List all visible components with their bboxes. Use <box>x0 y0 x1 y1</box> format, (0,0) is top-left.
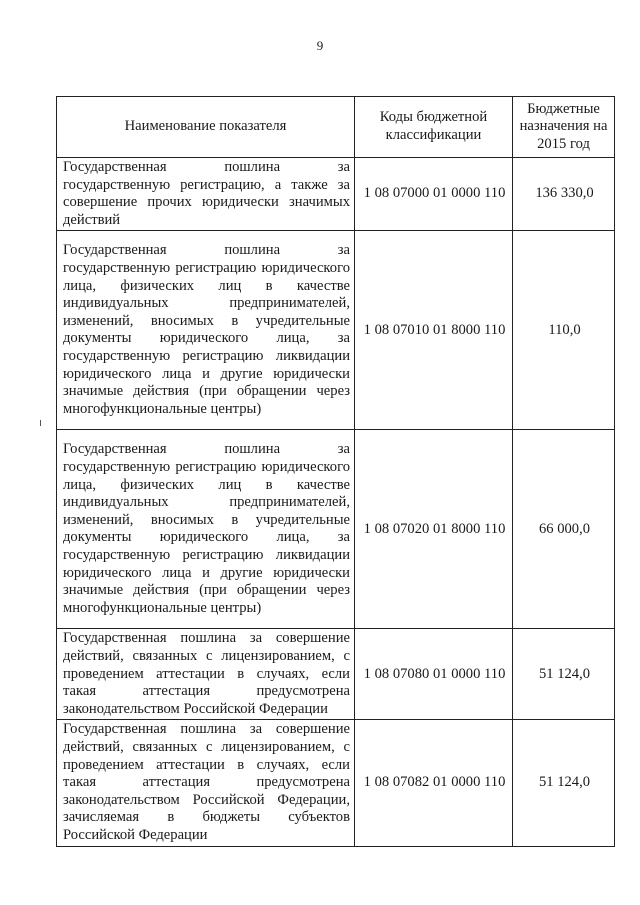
table-row <box>57 720 615 846</box>
row-indicator-name: Государственная пошлина за государственную регистрацию юридического лица, физических лиц в качестве индивидуальных предпринимателей, изменений, вносимых в учредительные документы юридического лица, за государственную регистрацию ликвидации юридического лица и другие юридически значимые действия (при обращении через многофункциональные центры) <box>57 430 355 629</box>
table-header-row <box>57 97 615 158</box>
table-row <box>57 158 615 231</box>
budget-table <box>56 96 615 847</box>
row-budget-amount: 66 000,0 <box>513 430 615 629</box>
row-budget-code: 1 08 07020 01 8000 110 <box>355 430 513 629</box>
row-budget-code: 1 08 07080 01 0000 110 <box>355 629 513 720</box>
header-indicator-name: Наименование показателя <box>57 97 355 158</box>
row-indicator-name: Государственная пошлина за совершение действий, связанных с лицензированием, с проведением аттестации в случаях, если такая аттестация предусмотрена законодательством Российской Федерации, зачисляемая в бюджеты субъектов Российской Федерации <box>57 720 355 846</box>
row-budget-code: 1 08 07000 01 0000 110 <box>355 158 513 231</box>
header-budget-code: Коды бюджетной классификации <box>355 97 513 158</box>
header-budget-amount: Бюджетные назначения на 2015 год <box>513 97 615 158</box>
row-budget-code: 1 08 07010 01 8000 110 <box>355 231 513 430</box>
margin-mark <box>40 420 41 426</box>
table-row <box>57 629 615 720</box>
row-indicator-name: Государственная пошлина за совершение действий, связанных с лицензированием, с проведением аттестации в случаях, если такая аттестация предусмотрена законодательством Российской Федерации <box>57 629 355 720</box>
row-budget-amount: 51 124,0 <box>513 629 615 720</box>
row-indicator-name: Государственная пошлина за государственную регистрацию, а также за совершение прочих юридически значимых действий <box>57 158 355 231</box>
page-number: 9 <box>316 38 324 53</box>
row-budget-code: 1 08 07082 01 0000 110 <box>355 720 513 846</box>
row-budget-amount: 51 124,0 <box>513 720 615 846</box>
row-budget-amount: 110,0 <box>513 231 615 430</box>
table-row <box>57 430 615 629</box>
row-indicator-name: Государственная пошлина за государственную регистрацию юридического лица, физических лиц в качестве индивидуальных предпринимателей, изменений, вносимых в учредительные документы юридического лица, за государственную регистрацию ликвидации юридического лица и другие юридически значимые действия (при обращении через многофункциональные центры) <box>57 231 355 430</box>
row-budget-amount: 136 330,0 <box>513 158 615 231</box>
table-row <box>57 231 615 430</box>
